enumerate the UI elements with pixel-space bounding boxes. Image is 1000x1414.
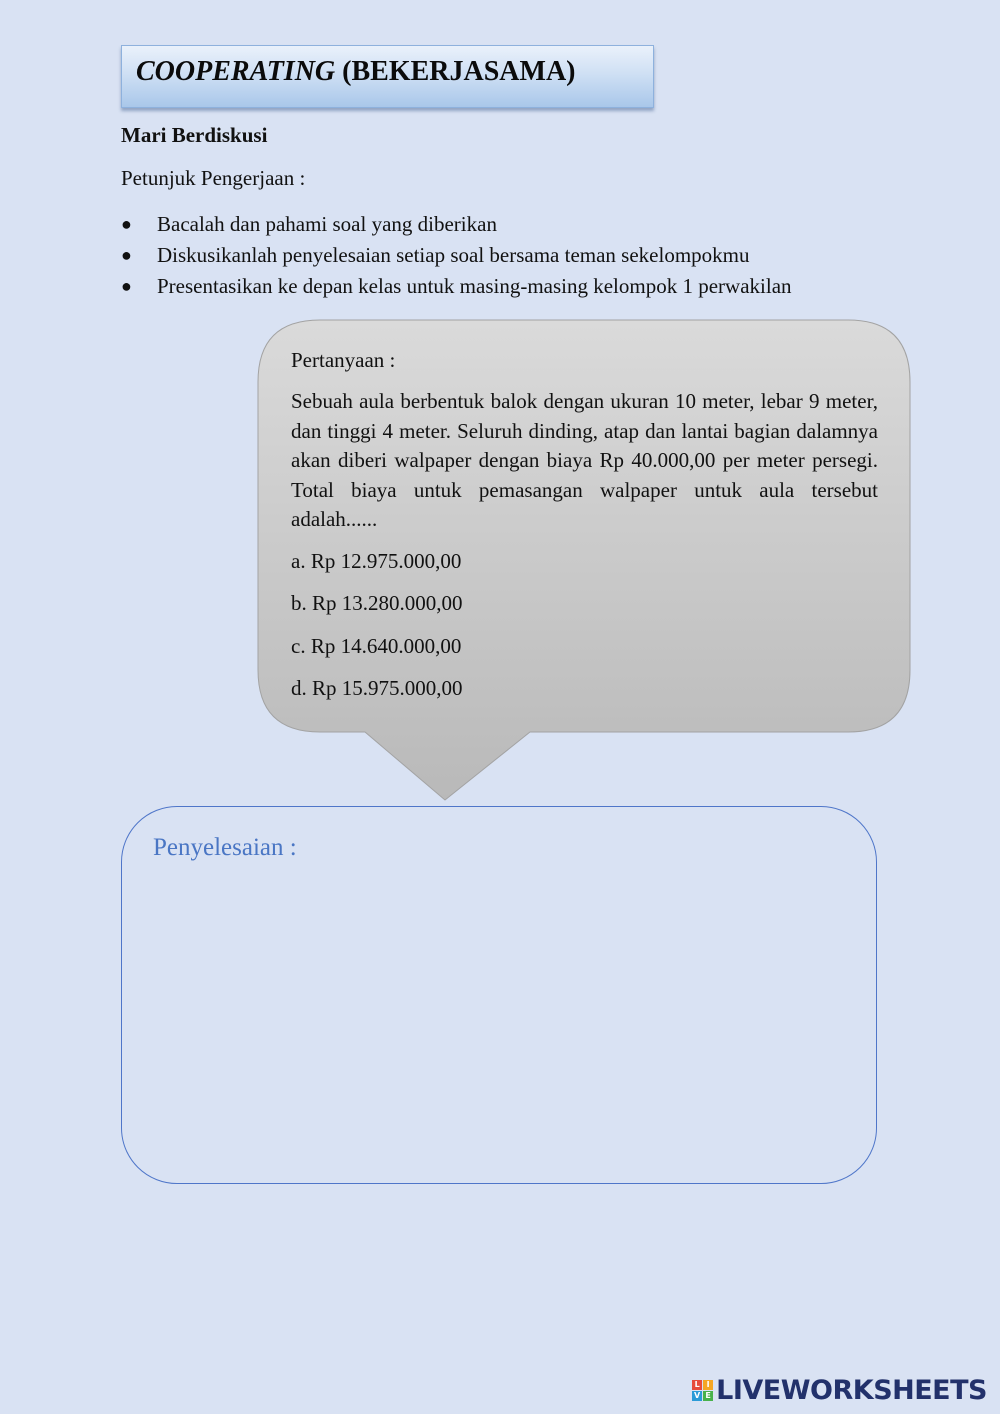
question-content <box>291 346 878 717</box>
logo-letter-v: V <box>694 1390 701 1400</box>
answer-label: Penyelesaian : <box>153 834 297 861</box>
instruction-text: Presentasikan ke depan kelas untuk masing-masing kelompok 1 perwakilan <box>157 274 792 298</box>
brand-name: LIVEWORKSHEETS <box>716 1374 987 1406</box>
logo-letter-e: E <box>703 1391 713 1401</box>
question-text: Sebuah aula berbentuk balok dengan ukuran 10 meter, lebar 9 meter, dan tinggi 4 meter. Seluruh dinding, atap dan lantai bagian dalamnya akan diberi walpaper dengan biaya Rp 40.000,00 per meter persegi. Total biaya untuk pemasangan walpaper untuk aula tersebut adalah...... <box>291 389 878 531</box>
option-c: c. Rp 14.640.000,00 <box>291 633 462 658</box>
bullet-icon: ● <box>121 245 132 265</box>
option-d: d. Rp 15.975.000,00 <box>291 676 463 700</box>
option-a: a. Rp 12.975.000,00 <box>291 548 462 573</box>
bullet-icon: ● <box>121 214 132 234</box>
instruction-text: Diskusikanlah penyelesaian setiap soal bersama teman sekelompokmu <box>157 243 750 267</box>
brand-logo-icon <box>692 1380 713 1401</box>
title-rest: (BEKERJASAMA) <box>335 56 576 87</box>
bullet-icon: ● <box>121 276 132 296</box>
instructions-label: Petunjuk Pengerjaan : <box>121 166 306 190</box>
title-italic: COOPERATING <box>136 56 336 87</box>
liveworksheets-logo <box>692 1373 987 1407</box>
question-label: Pertanyaan : <box>291 348 396 372</box>
logo-letter-i: I <box>703 1380 713 1390</box>
answer-box[interactable] <box>121 806 877 1184</box>
instruction-text: Bacalah dan pahami soal yang diberikan <box>157 212 497 236</box>
section-heading: Mari Berdiskusi <box>121 123 268 147</box>
option-b: b. Rp 13.280.000,00 <box>291 591 463 615</box>
logo-letter-l: L <box>692 1380 702 1390</box>
